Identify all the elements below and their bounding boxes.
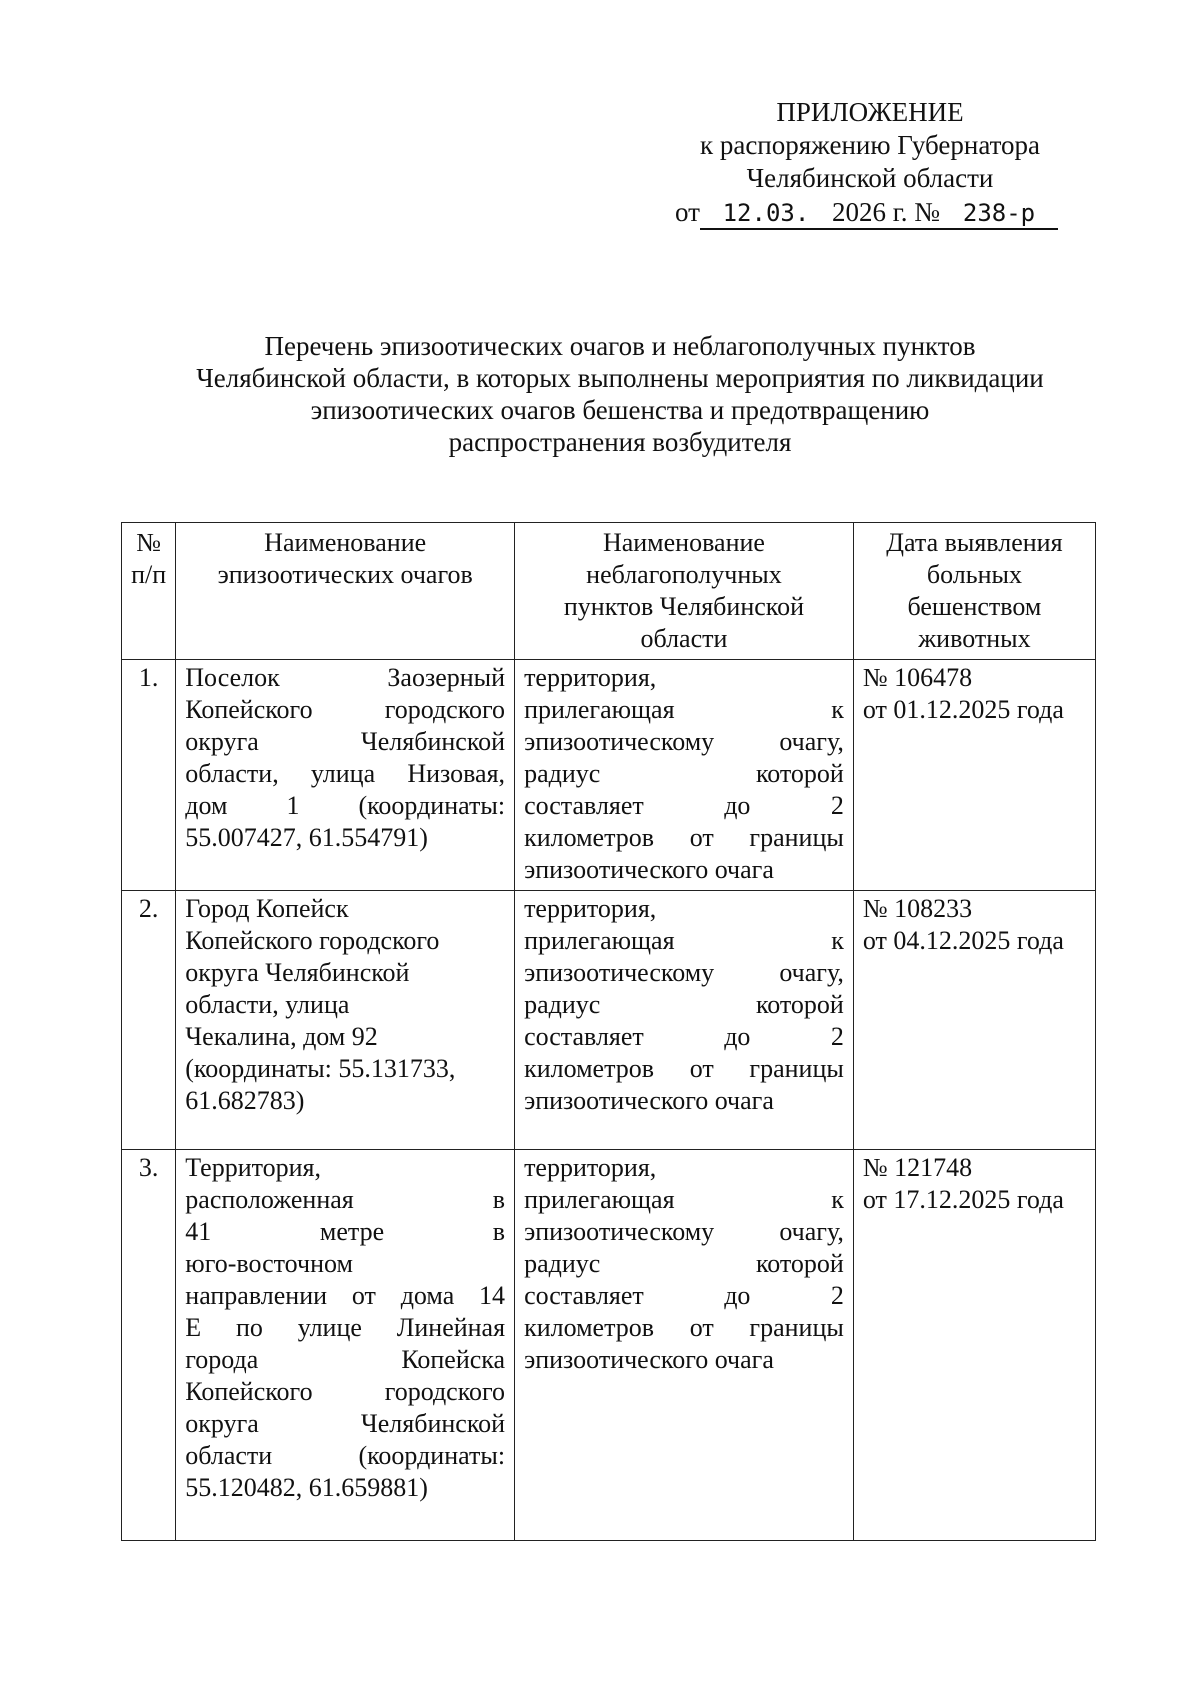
appendix-region-line: Челябинской области xyxy=(746,163,994,193)
points-line: радиус которой xyxy=(524,1249,844,1278)
date-cell xyxy=(853,891,1095,1150)
foci-line: города Копейска xyxy=(185,1345,506,1374)
header-date xyxy=(853,523,1095,660)
header-date-line: больных xyxy=(926,560,1022,589)
date-line: № 106478 xyxy=(862,663,973,692)
table-header-row xyxy=(122,523,1096,660)
header-num xyxy=(122,523,176,660)
appendix-date-line xyxy=(675,197,1058,230)
order-number: 238-р xyxy=(962,199,1036,227)
points-line: радиус которой xyxy=(524,990,844,1019)
foci-line: округа Челябинской xyxy=(185,1409,506,1438)
foci-line: округа Челябинской xyxy=(185,727,506,756)
header-foci xyxy=(176,523,515,660)
appendix-order-line: к распоряжению Губернатора xyxy=(699,130,1041,160)
points-line: эпизоотического очага xyxy=(524,855,774,884)
foci-line: дом 1 (координаты: xyxy=(185,791,506,820)
points-line: километров от границы xyxy=(524,1054,844,1083)
points-line: составляет до 2 xyxy=(524,791,844,820)
date-cell xyxy=(853,660,1095,891)
date-line: от 01.12.2025 года xyxy=(862,695,1064,724)
date-cell xyxy=(853,1150,1095,1541)
header-num-line: п/п xyxy=(131,560,167,589)
header-num-line: № xyxy=(136,528,162,557)
foci-line: 55.007427, 61.554791) xyxy=(185,823,428,852)
foci-line: области, улица Низовая, xyxy=(185,759,506,788)
foci-line: 41 метре в xyxy=(185,1217,506,1246)
foci-line: Е по улице Линейная xyxy=(185,1313,506,1342)
heading-line-2: Челябинской области, в которых выполнены мероприятия по ликвидации xyxy=(196,363,1044,393)
points-line: прилегающая к xyxy=(524,926,844,955)
row-number: 1. xyxy=(122,660,176,891)
heading-line-4: распространения возбудителя xyxy=(448,427,792,457)
header-date-line: животных xyxy=(918,624,1031,653)
order-date: 12.03. xyxy=(722,199,810,227)
points-line: территория, xyxy=(524,663,657,692)
table-row xyxy=(122,891,1096,1150)
date-prefix: от xyxy=(675,197,700,227)
header-foci-line: эпизоотических очагов xyxy=(217,560,473,589)
points-line: составляет до 2 xyxy=(524,1022,844,1051)
date-underline xyxy=(700,197,832,230)
points-line: прилегающая к xyxy=(524,1185,844,1214)
row-number: 3. xyxy=(122,1150,176,1541)
table-row xyxy=(122,660,1096,891)
foci-line: Копейского городского xyxy=(185,926,440,955)
foci-line: области, улица xyxy=(185,990,350,1019)
heading-line-3: эпизоотических очагов бешенства и предотвращению xyxy=(310,395,930,425)
points-line: эпизоотическому очагу, xyxy=(524,1217,844,1246)
points-line: эпизоотического очага xyxy=(524,1086,774,1115)
points-line: радиус которой xyxy=(524,759,844,788)
points-line: эпизоотическому очагу, xyxy=(524,727,844,756)
foci-line: Копейского городского xyxy=(185,1377,506,1406)
points-cell xyxy=(515,1150,854,1541)
header-points-line: неблагополучных xyxy=(586,560,782,589)
header-date-line: бешенством xyxy=(907,592,1042,621)
date-line: № 121748 xyxy=(862,1153,973,1182)
appendix-block xyxy=(600,96,1100,195)
order-year: 2026 г. № xyxy=(831,197,940,227)
foci-line: области (координаты: xyxy=(185,1441,506,1470)
foci-line: Чекалина, дом 92 xyxy=(185,1022,378,1051)
points-line: эпизоотическому очагу, xyxy=(524,958,844,987)
year-underline xyxy=(832,197,940,230)
foci-line: расположенная в xyxy=(185,1185,506,1214)
date-line: от 04.12.2025 года xyxy=(862,926,1064,955)
foci-line: 55.120482, 61.659881) xyxy=(185,1473,428,1502)
points-line: прилегающая к xyxy=(524,695,844,724)
document-heading xyxy=(120,330,1120,458)
foci-table xyxy=(121,522,1096,1541)
points-line: составляет до 2 xyxy=(524,1281,844,1310)
foci-cell xyxy=(176,1150,515,1541)
table-row xyxy=(122,1150,1096,1541)
foci-line: направлении от дома 14 xyxy=(185,1281,506,1310)
foci-line: (координаты: 55.131733, xyxy=(185,1054,456,1083)
foci-cell xyxy=(176,660,515,891)
foci-line: 61.682783) xyxy=(185,1086,305,1115)
foci-cell xyxy=(176,891,515,1150)
header-foci-line: Наименование xyxy=(264,528,427,557)
header-date-line: Дата выявления xyxy=(886,528,1063,557)
points-line: территория, xyxy=(524,894,657,923)
foci-line: Город Копейск xyxy=(185,894,349,923)
header-points-line: Наименование xyxy=(602,528,765,557)
date-line: № 108233 xyxy=(862,894,973,923)
header-points-line: пунктов Челябинской xyxy=(563,592,804,621)
appendix-title: ПРИЛОЖЕНИЕ xyxy=(776,97,964,127)
foci-line: Территория, xyxy=(185,1153,322,1182)
foci-line: Поселок Заозерный xyxy=(185,663,506,692)
points-line: территория, xyxy=(524,1153,657,1182)
header-points xyxy=(515,523,854,660)
points-line: километров от границы xyxy=(524,1313,844,1342)
date-line: от 17.12.2025 года xyxy=(862,1185,1064,1214)
foci-line: юго-восточном xyxy=(185,1249,353,1278)
points-cell xyxy=(515,891,854,1150)
header-points-line: области xyxy=(640,624,728,653)
points-cell xyxy=(515,660,854,891)
foci-line: округа Челябинской xyxy=(185,958,410,987)
row-number: 2. xyxy=(122,891,176,1150)
number-underline xyxy=(940,197,1058,230)
heading-line-1: Перечень эпизоотических очагов и неблагополучных пунктов xyxy=(264,331,976,361)
points-line: километров от границы xyxy=(524,823,844,852)
foci-line: Копейского городского xyxy=(185,695,506,724)
points-line: эпизоотического очага xyxy=(524,1345,774,1374)
